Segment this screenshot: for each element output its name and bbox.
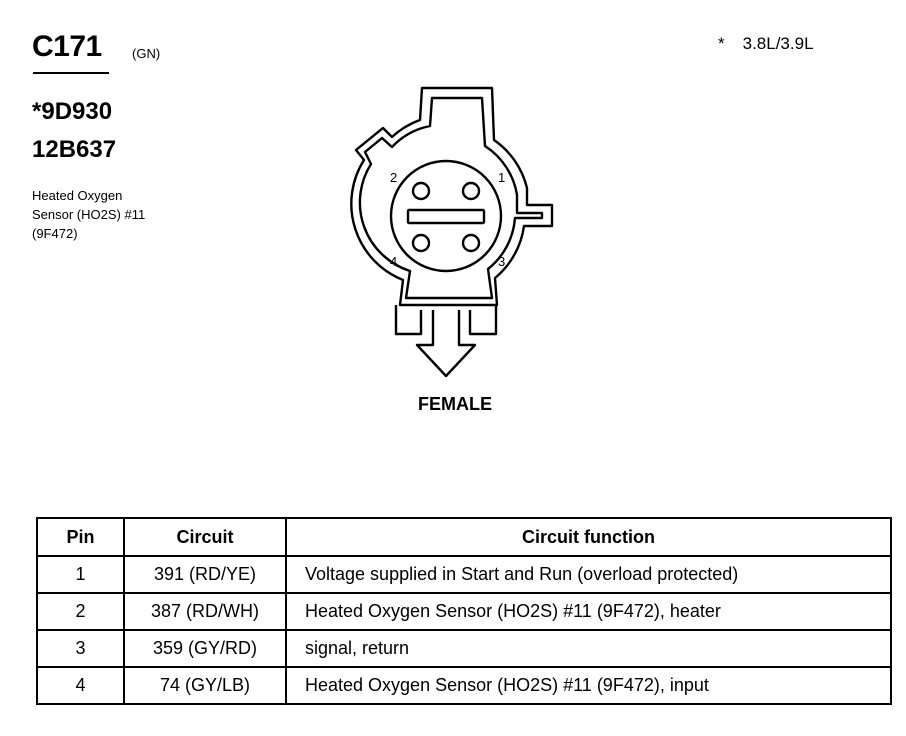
- engine-note-text: 3.8L/3.9L: [742, 34, 814, 53]
- engine-note-marker: *: [718, 34, 725, 53]
- component-description-line-3: (9F472): [32, 226, 78, 241]
- header-circuit-function: Circuit function: [286, 518, 891, 556]
- cell-circuit: 359 (GY/RD): [124, 630, 286, 667]
- connector-gender-label: FEMALE: [418, 394, 492, 414]
- cell-function: Heated Oxygen Sensor (HO2S) #11 (9F472), heater: [286, 593, 891, 630]
- header-pin: Pin: [37, 518, 124, 556]
- cell-pin: 2: [37, 593, 124, 630]
- connector-face-drawing: [340, 78, 570, 388]
- pin-label-1: 1: [498, 170, 506, 185]
- direction-arrow: [417, 310, 475, 376]
- terminal-pin-1: [463, 183, 479, 199]
- part-number-2: 12B637: [32, 136, 117, 163]
- table-row: [37, 630, 891, 667]
- cell-function: signal, return: [286, 630, 891, 667]
- table-row: [37, 593, 891, 630]
- connector-housing-outline: [351, 88, 552, 305]
- cell-function: Voltage supplied in Start and Run (overload protected): [286, 556, 891, 593]
- pin-table: [36, 517, 892, 705]
- pin-label-2: 2: [390, 170, 398, 185]
- part-number-1: *9D930: [32, 98, 113, 125]
- header-circuit: Circuit: [124, 518, 286, 556]
- connector-id-underline: [33, 72, 109, 74]
- engine-note: [718, 34, 814, 54]
- cell-circuit: 387 (RD/WH): [124, 593, 286, 630]
- component-description-line-1: Heated Oxygen: [32, 188, 123, 203]
- connector-id: C171: [32, 30, 102, 63]
- terminal-pin-2: [413, 183, 429, 199]
- connector-color-code: (GN): [132, 46, 161, 61]
- table-row: [37, 556, 891, 593]
- terminal-pin-4: [413, 235, 429, 251]
- connector-housing-inner: [360, 98, 542, 298]
- pin-label-3: 3: [498, 254, 506, 269]
- cell-circuit: 74 (GY/LB): [124, 667, 286, 704]
- component-description-line-2: Sensor (HO2S) #11: [32, 207, 146, 222]
- cell-function: Heated Oxygen Sensor (HO2S) #11 (9F472), input: [286, 667, 891, 704]
- connector-legs: [396, 305, 496, 334]
- table-row: [37, 667, 891, 704]
- cell-pin: 1: [37, 556, 124, 593]
- terminal-blade: [408, 210, 484, 223]
- terminal-pin-3: [463, 235, 479, 251]
- cell-circuit: 391 (RD/YE): [124, 556, 286, 593]
- cell-pin: 4: [37, 667, 124, 704]
- cell-pin: 3: [37, 630, 124, 667]
- pin-label-4: 4: [390, 254, 398, 269]
- table-header-row: [37, 518, 891, 556]
